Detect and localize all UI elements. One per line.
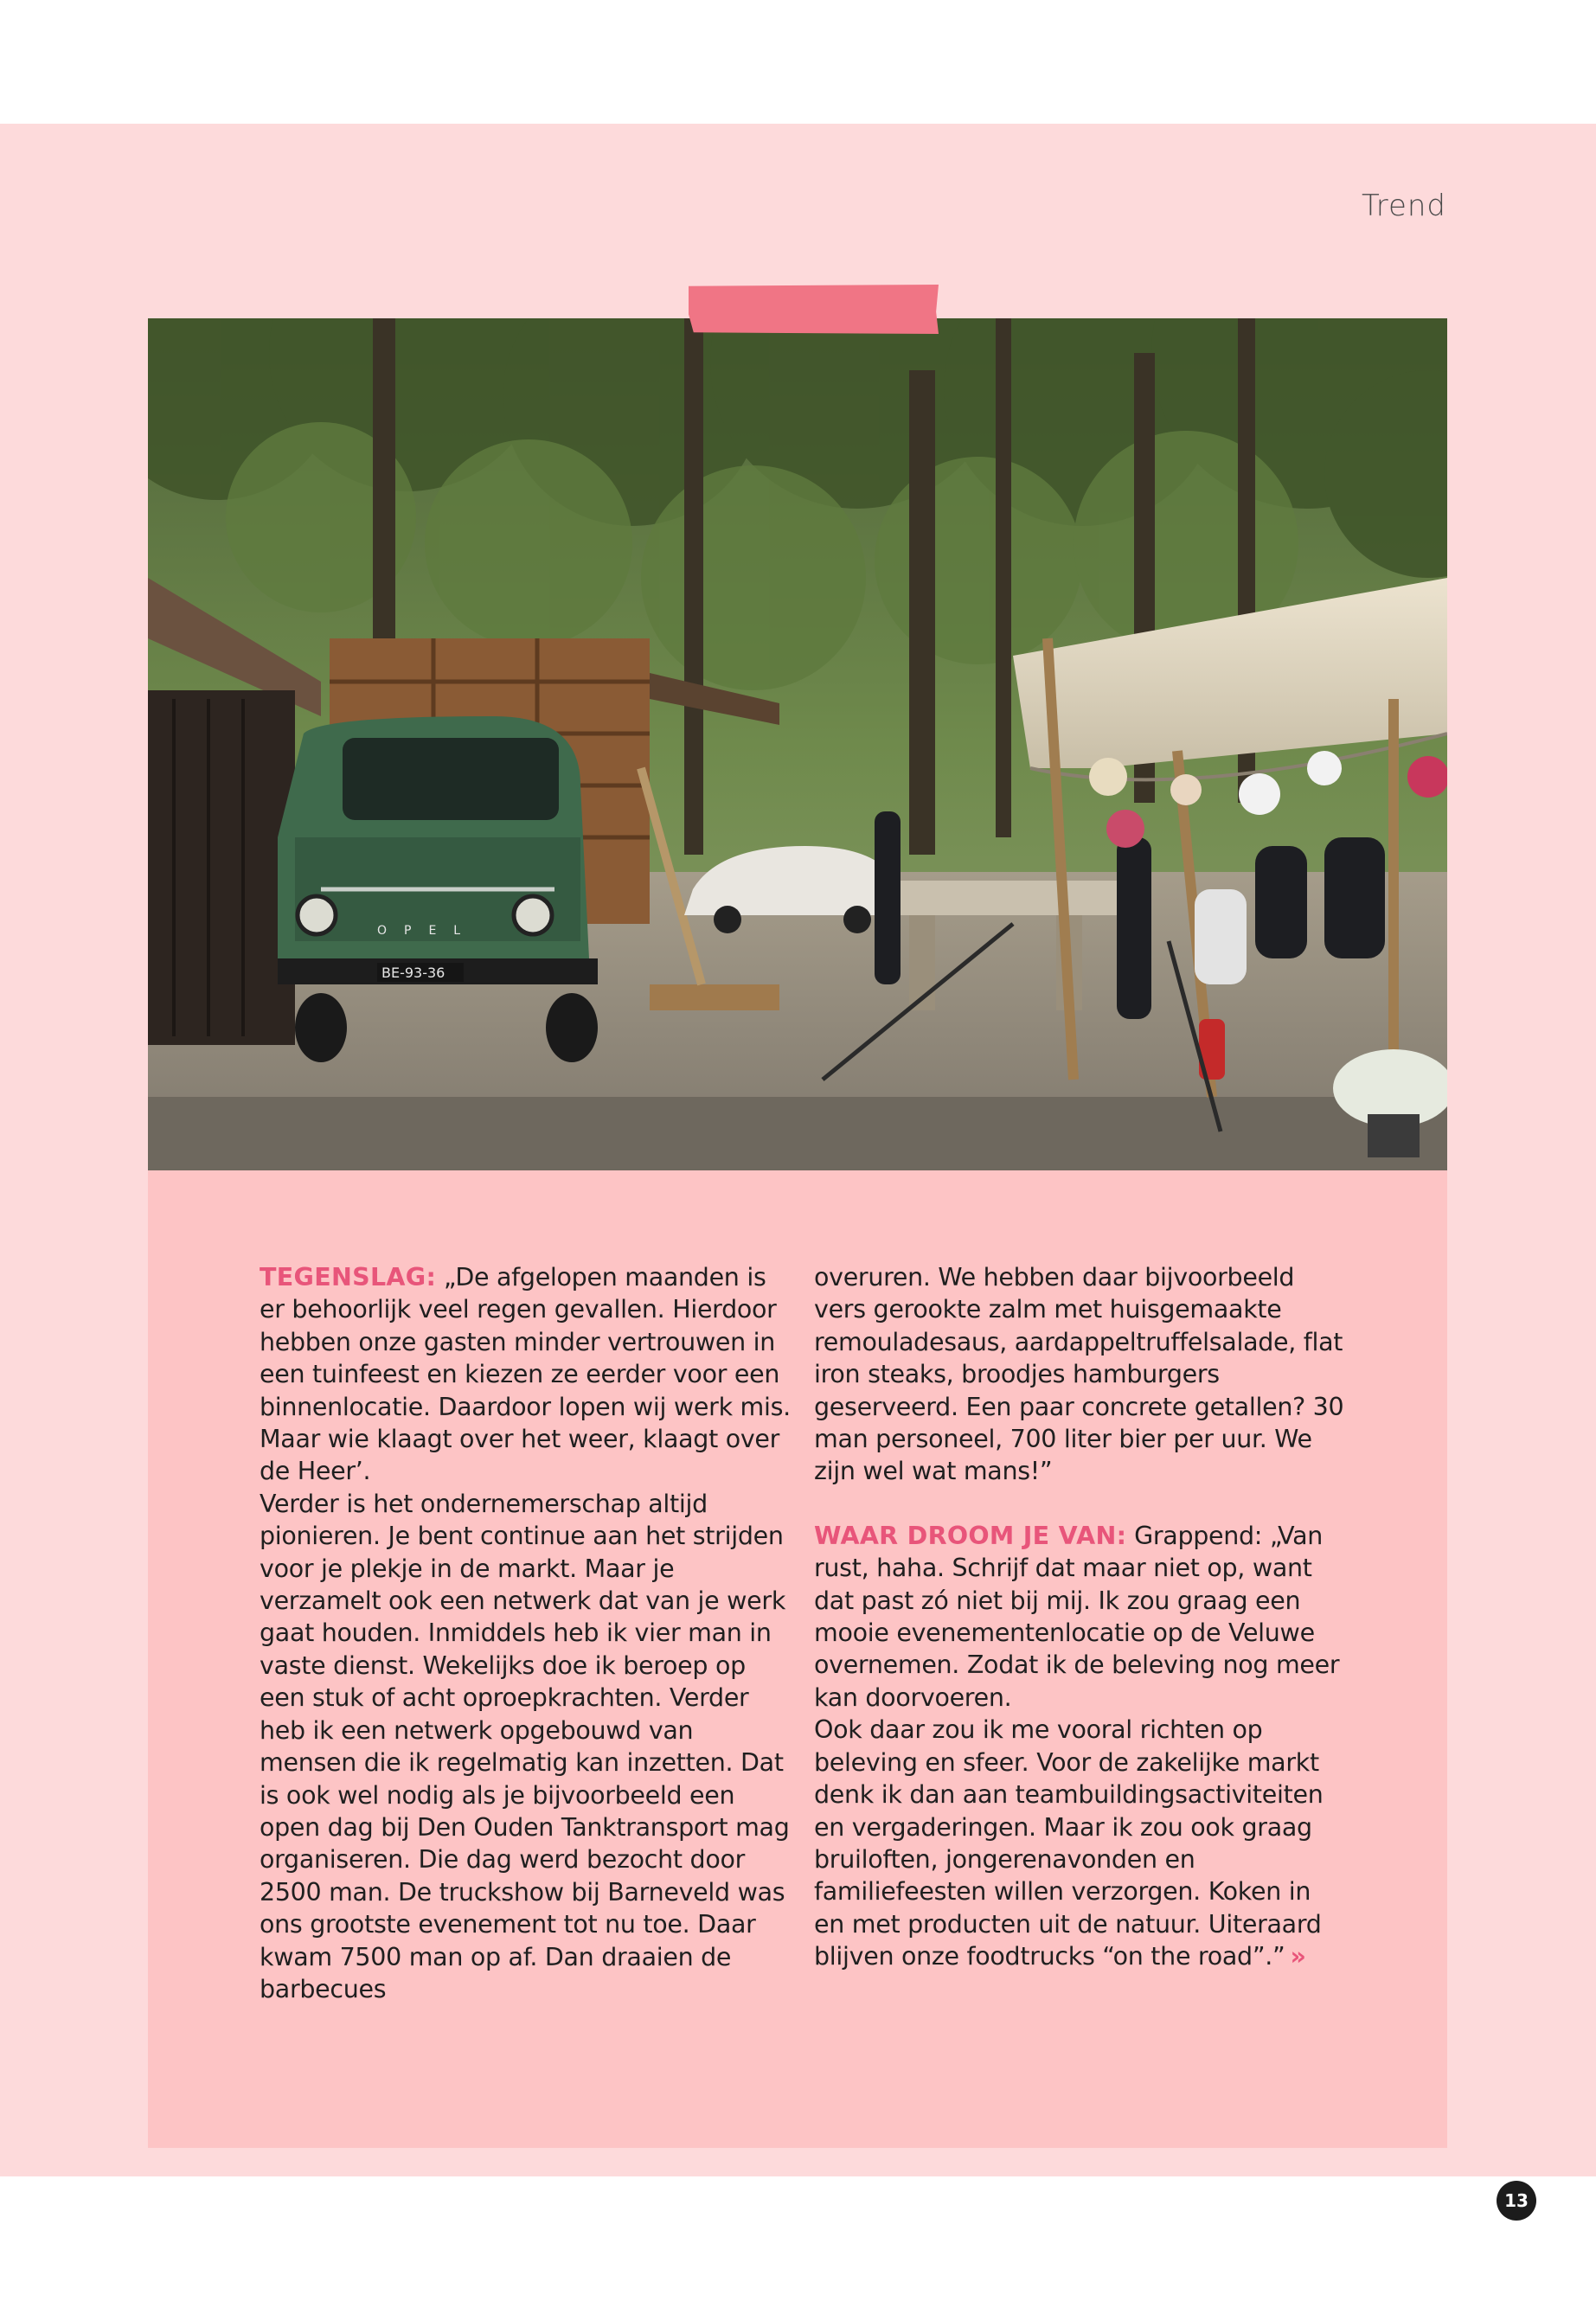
- paragraph-text: Ook daar zou ik me vooral richten op beleving en sfeer. Voor de zakelijke markt denk ik dan aan teambuildingsactiviteiten en vergaderingen. Maar ik zou ook graag bruiloften, jongerenavonden en familiefeesten willen verzorgen. Koken in en met producten uit de natuur. Uiteraard blijven onze foodtrucks “on the road”.”: [814, 1715, 1324, 1971]
- page-number: 13: [1497, 2181, 1536, 2221]
- section-label: Trend: [1361, 189, 1446, 223]
- license-plate: BE-93-36: [381, 965, 445, 981]
- article-text-panel: [148, 1170, 1447, 2148]
- photo-icon: [148, 318, 1447, 1170]
- article-column-left: [260, 1261, 792, 2005]
- end-mark-icon: »: [1290, 1942, 1306, 1971]
- article-photo: [148, 318, 1447, 1170]
- paragraph: overuren. We hebben daar bijvoorbeeld vers gerookte zalm met huisgemaakte remouladesaus, aardappeltruffelsalade, flat iron steaks, broodjes hamburgers geserveerd. Een paar concrete getallen? 30 man personeel, 700 liter bier per uur. We zijn wel wat mans!”: [814, 1263, 1344, 1486]
- truck-brand: OPEL: [377, 924, 478, 938]
- magazine-page: [0, 124, 1596, 2211]
- paragraph: [814, 1520, 1346, 1714]
- paragraph-text: Grappend: „Van rust, haha. Schrijf dat maar niet op, want dat past zó niet bij mij. Ik zou graag een mooie evenementenlocatie op de Veluwe overnemen. Zodat ik de beleving nog meer kan doorvoeren.: [814, 1521, 1340, 1712]
- paragraph: [260, 1261, 792, 1488]
- paragraph: [814, 1714, 1346, 1972]
- decorative-tape: [689, 285, 939, 334]
- keyword-tegenslag: TEGENSLAG:: [260, 1263, 437, 1292]
- paragraph: Verder is het ondernemerschap altijd pionieren. Je bent continue aan het strijden voor je plekje in de markt. Maar je verzamelt ook een netwerk dat van je werk gaat houden. Inmiddels heb ik vier man in vaste dienst. Wekelijks doe ik beroep op een stuk of acht oproepkrachten. Verder heb ik een netwerk opgebouwd van mensen die ik regelmatig kan inzetten. Dat is ook wel nodig als je bijvoorbeeld een open dag bij Den Ouden Tanktransport mag organiseren. Die dag werd bezocht door 2500 man. De truckshow bij Barneveld was ons grootste evenement tot nu toe. Daar kwam 7500 man op af. Dan draaien de barbecues: [260, 1489, 790, 2003]
- keyword-waar-droom-je-van: WAAR DROOM JE VAN:: [814, 1521, 1127, 1550]
- article-column-right: [814, 1261, 1346, 1973]
- paragraph-text: „De afgelopen maanden is er behoorlijk veel regen gevallen. Hierdoor hebben onze gasten minder vertrouwen in een tuinfeest en kiezen ze eerder voor een binnenlocatie. Daardoor lopen wij werk mis. Maar wie klaagt over het weer, klaagt over de Heer’.: [260, 1263, 791, 1486]
